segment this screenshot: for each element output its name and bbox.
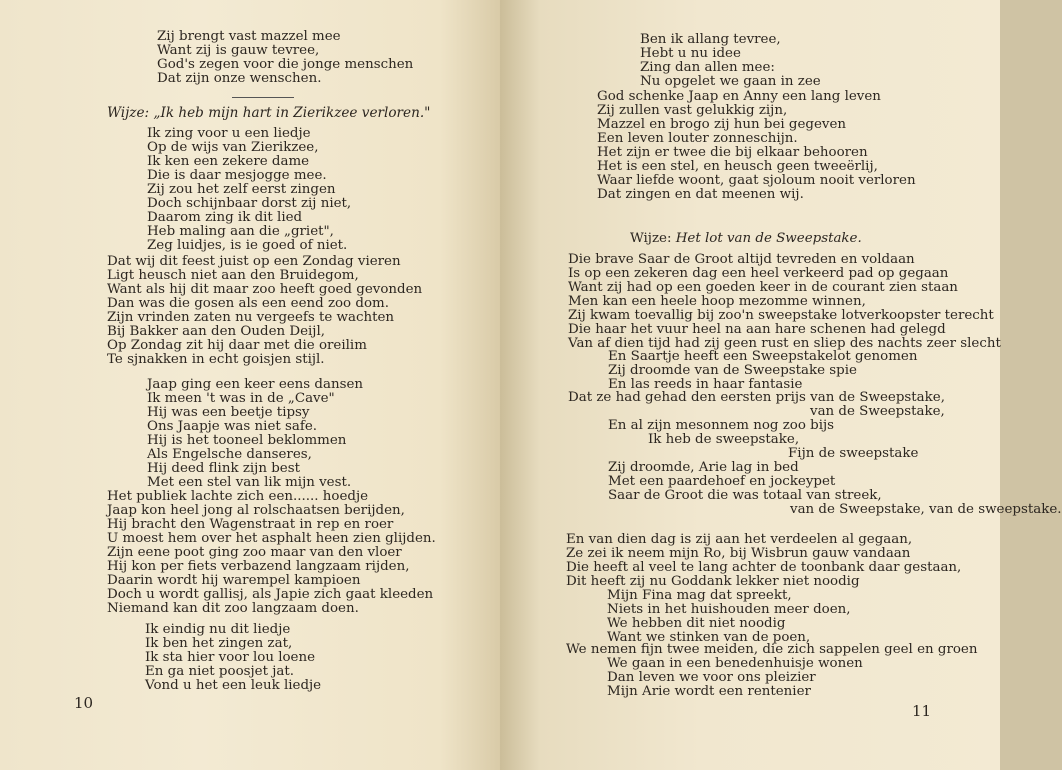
verse-line: Het publiek lachte zich een...... hoedje xyxy=(107,489,369,504)
verse-line: Hij bracht den Wagenstraat in rep en roer xyxy=(107,517,394,532)
verse-line: Hij deed flink zijn best xyxy=(147,461,300,476)
verse-line: Ik eindig nu dit liedje xyxy=(145,622,291,637)
verse-line: van de Sweepstake, van de sweepstake. xyxy=(790,502,1062,517)
verse-line: Zij droomde van de Sweepstake spie xyxy=(608,363,857,378)
verse-line: En ga niet poosjet jat. xyxy=(145,664,294,679)
verse-line: Ik ken een zekere dame xyxy=(147,154,310,169)
song-title: Wijze: „Ik heb mijn hart in Zierikzee verloren." xyxy=(107,105,431,121)
verse-line: Ligt heusch niet aan den Bruidegom, xyxy=(107,268,359,283)
verse-line: Hij was een beetje tipsy xyxy=(147,405,310,420)
verse-line: van de Sweepstake, xyxy=(810,404,945,419)
song-title-prefix: Wijze: xyxy=(630,231,672,246)
verse-line: Een leven louter zonneschijn. xyxy=(597,131,798,146)
verse-line: Daarom zing ik dit lied xyxy=(147,210,303,225)
verse-line: U moest hem over het asphalt heen zien glijden. xyxy=(107,531,436,546)
verse-line: We nemen fijn twee meiden, die zich sappelen geel en groen xyxy=(566,642,978,657)
verse-line: Ze zei ik neem mijn Ro, bij Wisbrun gauw vandaan xyxy=(566,546,911,561)
verse-line: Jaap ging een keer eens dansen xyxy=(147,377,364,392)
verse-line: Hij is het tooneel beklommen xyxy=(147,433,347,448)
verse-line: Ik ben het zingen zat, xyxy=(145,636,293,651)
verse-line: Zing dan allen mee: xyxy=(640,60,775,75)
verse-line: En van dien dag is zij aan het verdeelen al gegaan, xyxy=(566,532,913,547)
verse-line: En las reeds in haar fantasie xyxy=(608,377,803,392)
verse-line: God's zegen voor die jonge menschen xyxy=(157,57,414,72)
verse-line: Heb maling aan die „griet", xyxy=(147,224,334,239)
separator-rule xyxy=(232,97,294,98)
verse-line: En al zijn mesonnem nog zoo bijs xyxy=(608,418,835,433)
verse-line: Jaap kon heel jong al rolschaatsen berijden, xyxy=(107,503,405,518)
verse-line: Mijn Arie wordt een rentenier xyxy=(607,684,811,699)
page-number: 10 xyxy=(74,694,94,712)
verse-line: Men kan een heele hoop mezomme winnen, xyxy=(568,294,866,309)
verse-line: Hebt u nu idee xyxy=(640,46,741,61)
verse-line: Saar de Groot die was totaal van streek, xyxy=(608,488,882,503)
verse-line: Met een paardehoef en jockeypet xyxy=(608,474,836,489)
verse-line: Ik heb de sweepstake, xyxy=(648,432,800,447)
verse-line: God schenke Jaap en Anny een lang leven xyxy=(597,89,881,104)
right-page xyxy=(500,0,1062,770)
verse-line: Nu opgelet we gaan in zee xyxy=(640,74,821,89)
verse-line: Zeg luidjes, is ie goed of niet. xyxy=(147,238,348,253)
verse-line: Met een stel van lik mijn vest. xyxy=(147,475,352,490)
verse-line: Is op een zekeren dag een heel verkeerd pad op gegaan xyxy=(568,266,949,281)
verse-line: Die brave Saar de Groot altijd tevreden en voldaan xyxy=(568,252,915,267)
verse-line: Dit heeft zij nu Goddank lekker niet noodig xyxy=(566,574,860,589)
verse-line: Het zijn er twee die bij elkaar behooren xyxy=(597,145,868,160)
page-number: 11 xyxy=(912,702,932,720)
verse-line: Dan was die gosen als een eend zoo dom. xyxy=(107,296,389,311)
left-page xyxy=(0,0,500,770)
verse-line: Doch schijnbaar dorst zij niet, xyxy=(147,196,352,211)
verse-line: We hebben dit niet noodig xyxy=(607,616,786,631)
verse-line: Want zij had op een goeden keer in de courant zien staan xyxy=(568,280,958,295)
verse-line: Ons Jaapje was niet safe. xyxy=(147,419,318,434)
verse-line: Zij zullen vast gelukkig zijn, xyxy=(597,103,788,118)
verse-line: Ben ik allang tevree, xyxy=(640,32,781,47)
verse-line: Waar liefde woont, gaat sjoloum nooit verloren xyxy=(597,173,916,188)
verse-line: Die heeft al veel te lang achter de toonbank daar gestaan, xyxy=(566,560,962,575)
verse-line: Zij kwam toevallig bij zoo'n sweepstake lotverkoopster terecht xyxy=(568,308,994,323)
verse-line: Want als hij dit maar zoo heeft goed gevonden xyxy=(107,282,423,297)
verse-line: Zijn eene poot ging zoo maar van den vloer xyxy=(107,545,402,560)
verse-line: Niets in het huishouden meer doen, xyxy=(607,602,851,617)
verse-line: We gaan in een benedenhuisje wonen xyxy=(607,656,863,671)
verse-line: Te sjnakken in echt goisjen stijl. xyxy=(107,352,325,367)
verse-line: Bij Bakker aan den Ouden Deijl, xyxy=(107,324,326,339)
verse-line: Dan leven we voor ons pleizier xyxy=(607,670,816,685)
verse-line: En Saartje heeft een Sweepstakelot genomen xyxy=(608,349,918,364)
verse-line: Doch u wordt gallisj, als Japie zich gaat kleeden xyxy=(107,587,434,602)
verse-line: Het is een stel, en heusch geen tweeërlij, xyxy=(597,159,878,174)
verse-line: Niemand kan dit zoo langzaam doen. xyxy=(107,601,359,616)
verse-line: Want zij is gauw tevree, xyxy=(157,43,320,58)
verse-line: Als Engelsche danseres, xyxy=(147,447,312,462)
verse-line: Ik zing voor u een liedje xyxy=(147,126,311,141)
verse-line: Op Zondag zit hij daar met die oreilim xyxy=(107,338,367,353)
verse-line: Fijn de sweepstake xyxy=(788,446,919,461)
verse-line: Die is daar mesjogge mee. xyxy=(147,168,327,183)
verse-line: Mazzel en brogo zij hun bei gegeven xyxy=(597,117,847,132)
verse-line: Zij brengt vast mazzel mee xyxy=(157,29,341,44)
verse-line: Ik sta hier voor lou loene xyxy=(145,650,316,665)
verse-line: Dat zingen en dat meenen wij. xyxy=(597,187,804,202)
verse-line: Dat zijn onze wenschen. xyxy=(157,71,322,86)
verse-line: Dat wij dit feest juist op een Zondag vieren xyxy=(107,254,401,269)
verse-line: Zij droomde, Arie lag in bed xyxy=(608,460,799,475)
verse-line: Vond u het een leuk liedje xyxy=(145,678,322,693)
verse-line: Zij zou het zelf eerst zingen xyxy=(147,182,336,197)
verse-line: Zijn vrinden zaten nu vergeefs te wachten xyxy=(107,310,395,325)
verse-line: Op de wijs van Zierikzee, xyxy=(147,140,319,155)
verse-line: Daarin wordt hij warempel kampioen xyxy=(107,573,361,588)
verse-line: Van af dien tijd had zij geen rust en sliep des nachts zeer slecht xyxy=(568,336,1001,351)
verse-line: Want we stinken van de poen, xyxy=(607,630,811,645)
verse-line: Ik meen 't was in de „Cave" xyxy=(147,391,335,406)
song-title xyxy=(630,232,862,246)
verse-line: Dat ze had gehad den eersten prijs van de Sweepstake, xyxy=(568,390,945,405)
verse-line: Die haar het vuur heel na aan hare schenen had gelegd xyxy=(568,322,946,337)
verse-line: Hij kon per fiets verbazend langzaam rijden, xyxy=(107,559,410,574)
song-title-name: Het lot van de Sweepstake. xyxy=(675,231,862,246)
verse-line: Mijn Fina mag dat spreekt, xyxy=(607,588,792,603)
